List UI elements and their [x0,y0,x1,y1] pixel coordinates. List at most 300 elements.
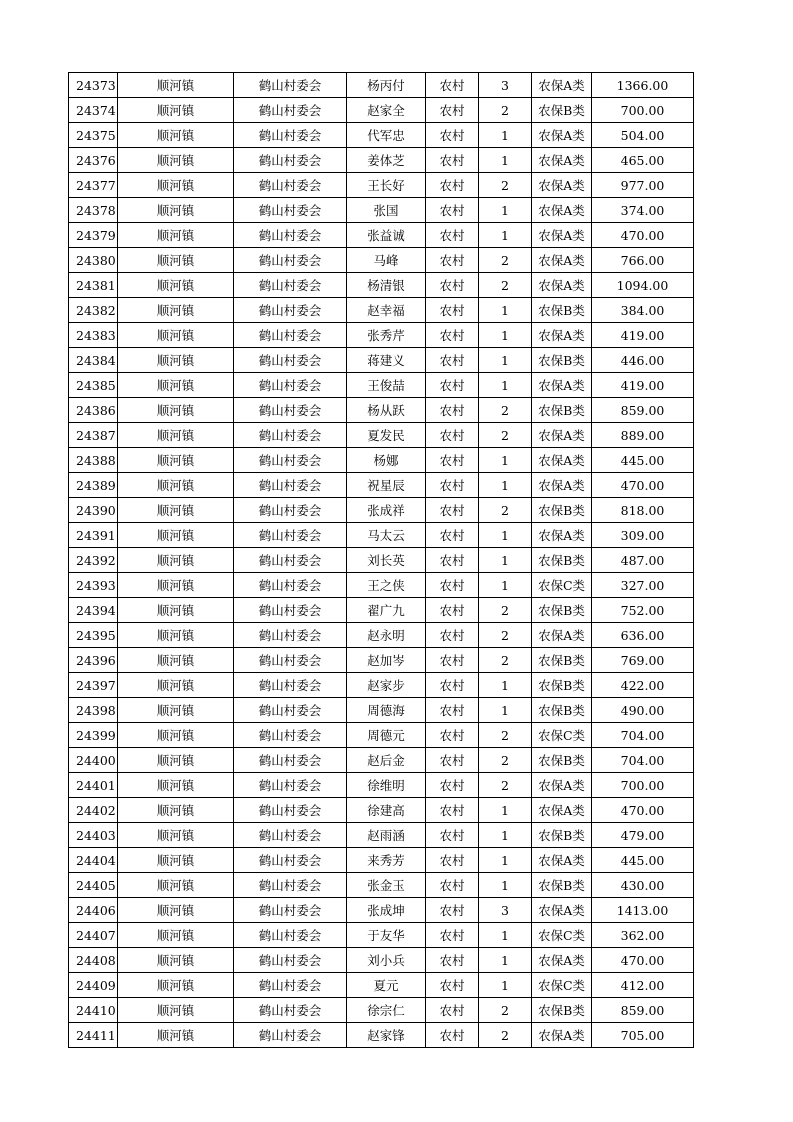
household-size-cell: 2 [479,173,532,198]
household-type-cell: 农村 [426,848,479,873]
insurance-category-cell: 农保A类 [532,173,592,198]
person-name-cell: 杨从跃 [347,398,426,423]
table-row [69,923,694,948]
record-id-cell: 24394 [69,598,118,623]
insurance-category-cell: 农保B类 [532,998,592,1023]
village-committee-cell: 鹤山村委会 [234,873,347,898]
town-cell: 顺河镇 [118,398,234,423]
record-id-cell: 24380 [69,248,118,273]
person-name-cell: 赵家锋 [347,1023,426,1048]
amount-cell: 1366.00 [592,73,694,98]
household-size-cell: 1 [479,848,532,873]
table-row [69,598,694,623]
village-committee-cell: 鹤山村委会 [234,1023,347,1048]
household-size-cell: 1 [479,973,532,998]
record-id-cell: 24377 [69,173,118,198]
town-cell: 顺河镇 [118,898,234,923]
person-name-cell: 周德元 [347,723,426,748]
household-size-cell: 2 [479,1023,532,1048]
household-type-cell: 农村 [426,498,479,523]
record-id-cell: 24409 [69,973,118,998]
household-size-cell: 2 [479,773,532,798]
household-type-cell: 农村 [426,323,479,348]
amount-cell: 504.00 [592,123,694,148]
person-name-cell: 刘长英 [347,548,426,573]
household-size-cell: 1 [479,298,532,323]
table-row [69,798,694,823]
household-type-cell: 农村 [426,773,479,798]
town-cell: 顺河镇 [118,448,234,473]
person-name-cell: 蒋建义 [347,348,426,373]
household-size-cell: 1 [479,798,532,823]
insurance-category-cell: 农保B类 [532,748,592,773]
household-type-cell: 农村 [426,673,479,698]
household-size-cell: 2 [479,998,532,1023]
insurance-category-cell: 农保A类 [532,423,592,448]
amount-cell: 412.00 [592,973,694,998]
table-row [69,498,694,523]
insurance-category-cell: 农保B类 [532,548,592,573]
amount-cell: 766.00 [592,248,694,273]
village-committee-cell: 鹤山村委会 [234,173,347,198]
records-table [68,72,694,1048]
household-type-cell: 农村 [426,473,479,498]
amount-cell: 445.00 [592,848,694,873]
village-committee-cell: 鹤山村委会 [234,223,347,248]
household-type-cell: 农村 [426,73,479,98]
household-type-cell: 农村 [426,173,479,198]
village-committee-cell: 鹤山村委会 [234,798,347,823]
amount-cell: 470.00 [592,798,694,823]
village-committee-cell: 鹤山村委会 [234,373,347,398]
person-name-cell: 王俊喆 [347,373,426,398]
household-size-cell: 3 [479,73,532,98]
insurance-category-cell: 农保A类 [532,448,592,473]
household-type-cell: 农村 [426,948,479,973]
insurance-category-cell: 农保A类 [532,73,592,98]
amount-cell: 430.00 [592,873,694,898]
household-size-cell: 3 [479,898,532,923]
table-row [69,648,694,673]
insurance-category-cell: 农保A类 [532,773,592,798]
village-committee-cell: 鹤山村委会 [234,923,347,948]
household-type-cell: 农村 [426,573,479,598]
person-name-cell: 徐建高 [347,798,426,823]
village-committee-cell: 鹤山村委会 [234,423,347,448]
town-cell: 顺河镇 [118,548,234,573]
town-cell: 顺河镇 [118,573,234,598]
person-name-cell: 杨清银 [347,273,426,298]
town-cell: 顺河镇 [118,723,234,748]
person-name-cell: 马峰 [347,248,426,273]
household-type-cell: 农村 [426,348,479,373]
table-row [69,723,694,748]
village-committee-cell: 鹤山村委会 [234,898,347,923]
village-committee-cell: 鹤山村委会 [234,698,347,723]
household-type-cell: 农村 [426,523,479,548]
town-cell: 顺河镇 [118,523,234,548]
village-committee-cell: 鹤山村委会 [234,98,347,123]
record-id-cell: 24387 [69,423,118,448]
insurance-category-cell: 农保C类 [532,923,592,948]
household-type-cell: 农村 [426,198,479,223]
record-id-cell: 24408 [69,948,118,973]
household-size-cell: 1 [479,923,532,948]
amount-cell: 818.00 [592,498,694,523]
village-committee-cell: 鹤山村委会 [234,448,347,473]
amount-cell: 490.00 [592,698,694,723]
town-cell: 顺河镇 [118,298,234,323]
table-row [69,673,694,698]
household-type-cell: 农村 [426,798,479,823]
table-row [69,473,694,498]
amount-cell: 769.00 [592,648,694,673]
record-id-cell: 24381 [69,273,118,298]
person-name-cell: 张成坤 [347,898,426,923]
insurance-category-cell: 农保B类 [532,498,592,523]
record-id-cell: 24373 [69,73,118,98]
amount-cell: 479.00 [592,823,694,848]
amount-cell: 327.00 [592,573,694,598]
household-type-cell: 农村 [426,98,479,123]
village-committee-cell: 鹤山村委会 [234,723,347,748]
record-id-cell: 24398 [69,698,118,723]
table-row [69,848,694,873]
household-size-cell: 1 [479,448,532,473]
record-id-cell: 24399 [69,723,118,748]
household-size-cell: 2 [479,98,532,123]
town-cell: 顺河镇 [118,248,234,273]
household-type-cell: 农村 [426,1023,479,1048]
village-committee-cell: 鹤山村委会 [234,473,347,498]
household-size-cell: 1 [479,223,532,248]
amount-cell: 704.00 [592,748,694,773]
household-size-cell: 2 [479,248,532,273]
record-id-cell: 24404 [69,848,118,873]
town-cell: 顺河镇 [118,123,234,148]
table-row [69,973,694,998]
person-name-cell: 代军忠 [347,123,426,148]
record-id-cell: 24397 [69,673,118,698]
household-type-cell: 农村 [426,223,479,248]
insurance-category-cell: 农保A类 [532,273,592,298]
town-cell: 顺河镇 [118,848,234,873]
insurance-category-cell: 农保A类 [532,123,592,148]
household-type-cell: 农村 [426,448,479,473]
town-cell: 顺河镇 [118,598,234,623]
person-name-cell: 赵后金 [347,748,426,773]
village-committee-cell: 鹤山村委会 [234,298,347,323]
village-committee-cell: 鹤山村委会 [234,948,347,973]
town-cell: 顺河镇 [118,198,234,223]
record-id-cell: 24395 [69,623,118,648]
insurance-category-cell: 农保C类 [532,973,592,998]
town-cell: 顺河镇 [118,1023,234,1048]
town-cell: 顺河镇 [118,373,234,398]
person-name-cell: 赵家全 [347,98,426,123]
insurance-category-cell: 农保A类 [532,623,592,648]
village-committee-cell: 鹤山村委会 [234,848,347,873]
person-name-cell: 张金玉 [347,873,426,898]
person-name-cell: 赵加岑 [347,648,426,673]
town-cell: 顺河镇 [118,973,234,998]
insurance-category-cell: 农保A类 [532,798,592,823]
town-cell: 顺河镇 [118,498,234,523]
household-size-cell: 1 [479,573,532,598]
person-name-cell: 杨丙付 [347,73,426,98]
table-row [69,223,694,248]
village-committee-cell: 鹤山村委会 [234,598,347,623]
person-name-cell: 杨娜 [347,448,426,473]
table-row [69,248,694,273]
table-row [69,573,694,598]
amount-cell: 374.00 [592,198,694,223]
household-size-cell: 1 [479,548,532,573]
insurance-category-cell: 农保A类 [532,373,592,398]
record-id-cell: 24406 [69,898,118,923]
table-row [69,748,694,773]
town-cell: 顺河镇 [118,348,234,373]
amount-cell: 487.00 [592,548,694,573]
household-type-cell: 农村 [426,273,479,298]
amount-cell: 445.00 [592,448,694,473]
household-type-cell: 农村 [426,298,479,323]
record-id-cell: 24402 [69,798,118,823]
household-size-cell: 1 [479,198,532,223]
person-name-cell: 张国 [347,198,426,223]
insurance-category-cell: 农保A类 [532,523,592,548]
record-id-cell: 24411 [69,1023,118,1048]
insurance-category-cell: 农保A类 [532,198,592,223]
village-committee-cell: 鹤山村委会 [234,998,347,1023]
insurance-category-cell: 农保A类 [532,223,592,248]
household-size-cell: 2 [479,273,532,298]
town-cell: 顺河镇 [118,873,234,898]
person-name-cell: 赵永明 [347,623,426,648]
amount-cell: 704.00 [592,723,694,748]
village-committee-cell: 鹤山村委会 [234,623,347,648]
village-committee-cell: 鹤山村委会 [234,323,347,348]
town-cell: 顺河镇 [118,423,234,448]
person-name-cell: 王长好 [347,173,426,198]
town-cell: 顺河镇 [118,773,234,798]
insurance-category-cell: 农保A类 [532,473,592,498]
person-name-cell: 张益诚 [347,223,426,248]
town-cell: 顺河镇 [118,673,234,698]
record-id-cell: 24386 [69,398,118,423]
table-row [69,823,694,848]
insurance-category-cell: 农保B类 [532,348,592,373]
insurance-category-cell: 农保C类 [532,723,592,748]
amount-cell: 470.00 [592,223,694,248]
amount-cell: 859.00 [592,998,694,1023]
record-id-cell: 24388 [69,448,118,473]
amount-cell: 700.00 [592,773,694,798]
household-type-cell: 农村 [426,898,479,923]
table-row [69,173,694,198]
record-id-cell: 24401 [69,773,118,798]
record-id-cell: 24405 [69,873,118,898]
insurance-category-cell: 农保B类 [532,398,592,423]
record-id-cell: 24396 [69,648,118,673]
town-cell: 顺河镇 [118,323,234,348]
town-cell: 顺河镇 [118,748,234,773]
person-name-cell: 赵家步 [347,673,426,698]
table-row [69,898,694,923]
amount-cell: 700.00 [592,98,694,123]
household-type-cell: 农村 [426,598,479,623]
amount-cell: 859.00 [592,398,694,423]
village-committee-cell: 鹤山村委会 [234,773,347,798]
village-committee-cell: 鹤山村委会 [234,148,347,173]
amount-cell: 470.00 [592,948,694,973]
village-committee-cell: 鹤山村委会 [234,198,347,223]
amount-cell: 309.00 [592,523,694,548]
village-committee-cell: 鹤山村委会 [234,573,347,598]
amount-cell: 977.00 [592,173,694,198]
insurance-category-cell: 农保B类 [532,698,592,723]
household-size-cell: 2 [479,748,532,773]
household-size-cell: 2 [479,648,532,673]
village-committee-cell: 鹤山村委会 [234,973,347,998]
insurance-category-cell: 农保A类 [532,898,592,923]
amount-cell: 446.00 [592,348,694,373]
table-row [69,73,694,98]
village-committee-cell: 鹤山村委会 [234,523,347,548]
table-row [69,1023,694,1048]
household-size-cell: 1 [479,698,532,723]
insurance-category-cell: 农保C类 [532,573,592,598]
person-name-cell: 夏元 [347,973,426,998]
person-name-cell: 徐维明 [347,773,426,798]
insurance-category-cell: 农保B类 [532,598,592,623]
insurance-category-cell: 农保A类 [532,848,592,873]
record-id-cell: 24389 [69,473,118,498]
household-size-cell: 1 [479,148,532,173]
amount-cell: 889.00 [592,423,694,448]
household-size-cell: 2 [479,723,532,748]
record-id-cell: 24378 [69,198,118,223]
household-type-cell: 农村 [426,873,479,898]
household-type-cell: 农村 [426,548,479,573]
household-type-cell: 农村 [426,723,479,748]
household-size-cell: 1 [479,673,532,698]
table-row [69,273,694,298]
amount-cell: 636.00 [592,623,694,648]
amount-cell: 362.00 [592,923,694,948]
insurance-category-cell: 农保B类 [532,823,592,848]
record-id-cell: 24407 [69,923,118,948]
table-row [69,873,694,898]
household-type-cell: 农村 [426,423,479,448]
record-id-cell: 24385 [69,373,118,398]
household-size-cell: 2 [479,598,532,623]
person-name-cell: 来秀芳 [347,848,426,873]
town-cell: 顺河镇 [118,273,234,298]
household-size-cell: 1 [479,123,532,148]
amount-cell: 419.00 [592,373,694,398]
village-committee-cell: 鹤山村委会 [234,348,347,373]
person-name-cell: 夏发民 [347,423,426,448]
table-row [69,948,694,973]
household-size-cell: 1 [479,348,532,373]
town-cell: 顺河镇 [118,173,234,198]
household-type-cell: 农村 [426,698,479,723]
town-cell: 顺河镇 [118,948,234,973]
village-committee-cell: 鹤山村委会 [234,648,347,673]
town-cell: 顺河镇 [118,473,234,498]
person-name-cell: 王之侠 [347,573,426,598]
village-committee-cell: 鹤山村委会 [234,73,347,98]
town-cell: 顺河镇 [118,623,234,648]
insurance-category-cell: 农保A类 [532,323,592,348]
household-type-cell: 农村 [426,248,479,273]
village-committee-cell: 鹤山村委会 [234,673,347,698]
table-row [69,323,694,348]
table-row [69,548,694,573]
village-committee-cell: 鹤山村委会 [234,748,347,773]
town-cell: 顺河镇 [118,798,234,823]
amount-cell: 1413.00 [592,898,694,923]
town-cell: 顺河镇 [118,998,234,1023]
household-size-cell: 1 [479,948,532,973]
table-row [69,448,694,473]
household-type-cell: 农村 [426,748,479,773]
household-size-cell: 2 [479,498,532,523]
village-committee-cell: 鹤山村委会 [234,273,347,298]
village-committee-cell: 鹤山村委会 [234,123,347,148]
record-id-cell: 24374 [69,98,118,123]
amount-cell: 470.00 [592,473,694,498]
insurance-category-cell: 农保B类 [532,873,592,898]
record-id-cell: 24375 [69,123,118,148]
household-type-cell: 农村 [426,148,479,173]
insurance-category-cell: 农保B类 [532,298,592,323]
household-type-cell: 农村 [426,998,479,1023]
town-cell: 顺河镇 [118,73,234,98]
record-id-cell: 24376 [69,148,118,173]
table-row [69,98,694,123]
town-cell: 顺河镇 [118,223,234,248]
household-type-cell: 农村 [426,648,479,673]
amount-cell: 465.00 [592,148,694,173]
town-cell: 顺河镇 [118,698,234,723]
insurance-category-cell: 农保A类 [532,948,592,973]
village-committee-cell: 鹤山村委会 [234,398,347,423]
table-row [69,773,694,798]
person-name-cell: 马太云 [347,523,426,548]
insurance-category-cell: 农保A类 [532,148,592,173]
record-id-cell: 24383 [69,323,118,348]
village-committee-cell: 鹤山村委会 [234,548,347,573]
person-name-cell: 周德海 [347,698,426,723]
household-type-cell: 农村 [426,398,479,423]
amount-cell: 1094.00 [592,273,694,298]
household-size-cell: 1 [479,473,532,498]
town-cell: 顺河镇 [118,923,234,948]
table-body [69,73,694,1048]
village-committee-cell: 鹤山村委会 [234,248,347,273]
table-row [69,298,694,323]
amount-cell: 705.00 [592,1023,694,1048]
town-cell: 顺河镇 [118,823,234,848]
record-id-cell: 24392 [69,548,118,573]
record-id-cell: 24393 [69,573,118,598]
amount-cell: 752.00 [592,598,694,623]
town-cell: 顺河镇 [118,148,234,173]
household-type-cell: 农村 [426,823,479,848]
household-size-cell: 1 [479,373,532,398]
